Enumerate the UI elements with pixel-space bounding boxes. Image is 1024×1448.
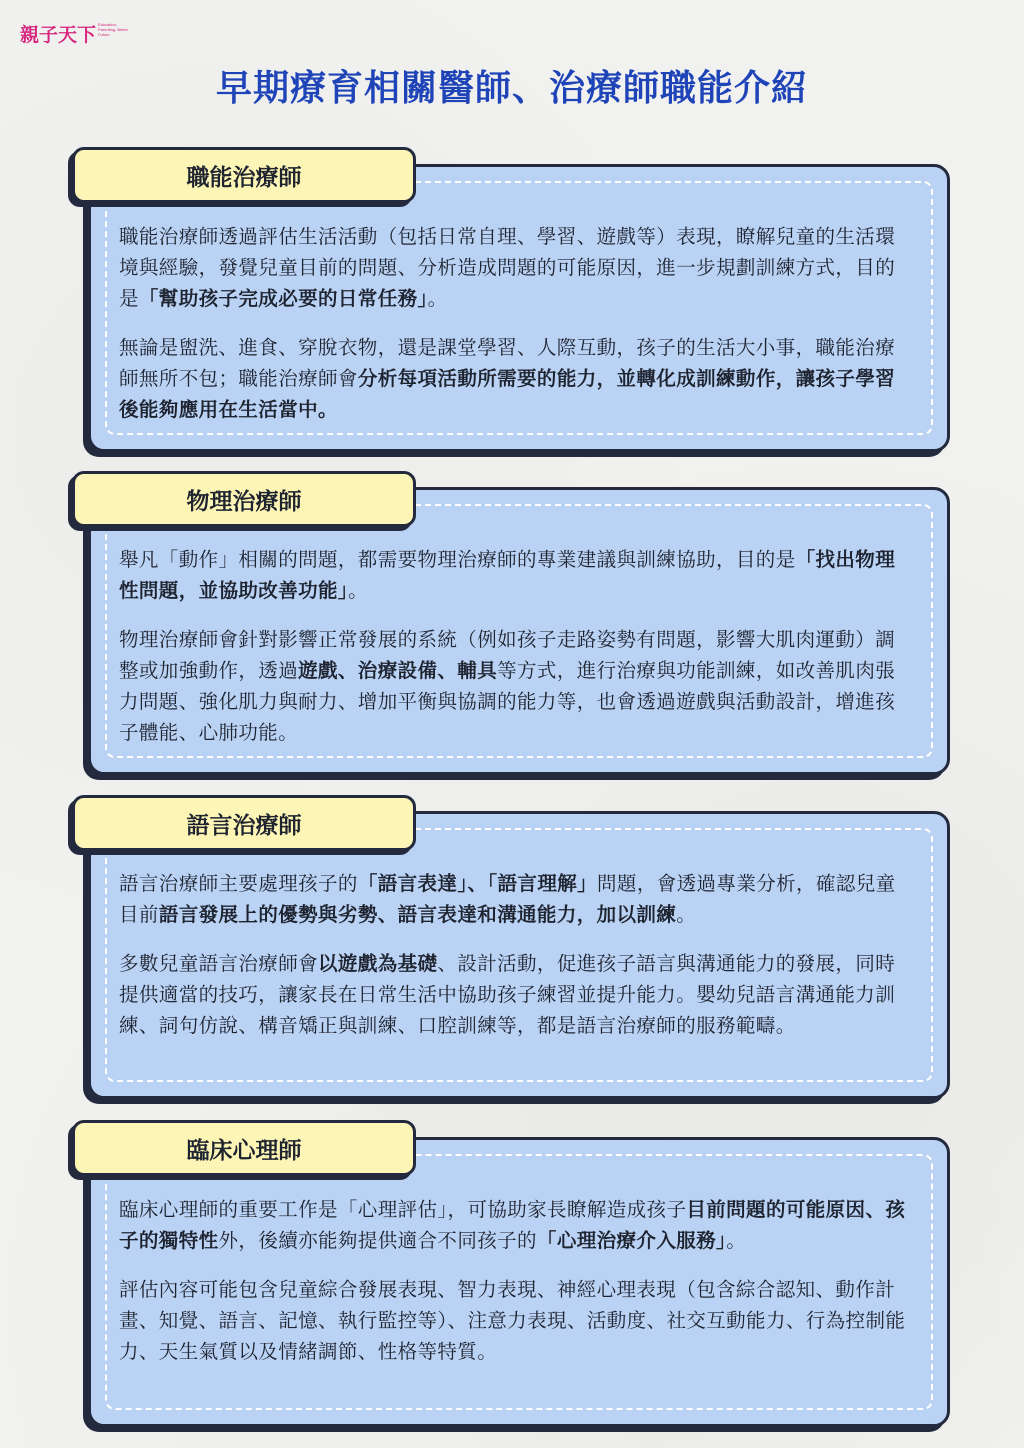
body-text: 舉凡「動作」相關的問題，都需要物理治療師的專業建議與訓練協助，目的是 [119, 548, 796, 571]
section-card-occupational [88, 164, 950, 452]
section-paragraph [119, 1194, 911, 1256]
logo-text: 親子天下 [20, 24, 97, 46]
section-tag-physical: 物理治療師 [72, 471, 416, 527]
body-text: 評估內容可能包含兒童綜合發展表現、智力表現、神經心理表現（包含綜合認知、動作計畫、知覺、語言、記憶、執行監控等）、注意力表現、活動度、社交互動能力、行為控制能力、天生氣質以及情緒調節、性格等特質。 [119, 1278, 906, 1363]
section-paragraph [119, 332, 911, 425]
page-title: 早期療育相關醫師、治療師職能介紹 [215, 68, 808, 109]
body-text: 物理治療師會針對影響正常發展的系統（例如孩子走路姿勢有問題，影響大肌肉運動）調整或加強動作，透過 [119, 628, 896, 682]
body-text: 無論是盥洗、進食、穿脫衣物，還是課堂學習、人際互動，孩子的生活大小事，職能治療師無所不包；職能治療師會 [119, 336, 896, 390]
emphasis-text: 「語言表達」、「語言理解」 [357, 872, 598, 895]
emphasis-text: 分析每項活動所需要的能力，並轉化成訓練動作，讓孩子學習後能夠應用在生活當中。 [119, 367, 896, 421]
section-paragraph [119, 1274, 911, 1367]
emphasis-text: 語言發展上的優勢與劣勢、語言表達和溝通能力，加以訓練 [158, 903, 677, 926]
logo-subtitle: Education, Parenting, Better Future [98, 22, 129, 37]
body-text: 多數兒童語言治療師會 [119, 952, 319, 975]
emphasis-text: 「找出物理性問題，並協助改善功能」 [119, 548, 896, 602]
body-text: 外，後續亦能夠提供適合不同孩子的 [218, 1229, 537, 1252]
section-paragraph [119, 868, 911, 930]
body-text: 。 [427, 287, 448, 310]
body-text: 語言治療師主要處理孩子的 [119, 872, 358, 895]
logo [20, 20, 134, 47]
emphasis-text: 「幫助孩子完成必要的日常任務」 [138, 287, 428, 310]
body-text: 問題，會透過專業分析，確認兒童目前 [119, 872, 896, 926]
section-tag-occupational: 職能治療師 [72, 147, 416, 203]
body-text: 、設計活動，促進孩子語言與溝通能力的發展，同時提供適當的技巧，讓家長在日常生活中協助孩子練習並提升能力。嬰幼兒語言溝通能力訓練、詞句仿說、構音矯正與訓練、口腔訓練等，都是語言治療師的服務範疇。 [119, 952, 896, 1037]
emphasis-text: 目前問題的可能原因、孩子的獨特性 [119, 1198, 906, 1252]
body-text: 臨床心理師的重要工作是「心理評估」，可協助家長瞭解造成孩子 [119, 1198, 687, 1221]
section-tag-psychologist: 臨床心理師 [72, 1120, 416, 1176]
section-card-psychologist [88, 1137, 950, 1427]
emphasis-text: 以遊戲為基礎 [318, 952, 438, 975]
body-text: 等方式，進行治療與功能訓練，如改善肌肉張力問題、強化肌力與耐力、增加平衡與協調的能力等，也會透過遊戲與活動設計，增進孩子體能、心肺功能。 [119, 659, 896, 744]
body-text: 職能治療師透過評估生活活動（包括日常自理、學習、遊戲等）表現，瞭解兒童的生活環境與經驗，發覺兒童目前的問題、分析造成問題的可能原因，進一步規劃訓練方式，目的是 [119, 225, 896, 310]
body-text: 。 [676, 903, 697, 926]
section-paragraph [119, 624, 911, 748]
section-paragraph [119, 221, 911, 314]
section-paragraph [119, 948, 911, 1041]
section-tag-speech: 語言治療師 [72, 795, 416, 851]
body-text: 。 [348, 579, 368, 602]
emphasis-text: 遊戲、治療設備、輔具 [298, 659, 498, 682]
section-card-speech [88, 811, 950, 1099]
emphasis-text: 「心理治療介入服務」 [536, 1229, 727, 1252]
section-card-physical [88, 487, 950, 775]
section-paragraph [119, 544, 911, 606]
body-text: 。 [726, 1229, 747, 1252]
